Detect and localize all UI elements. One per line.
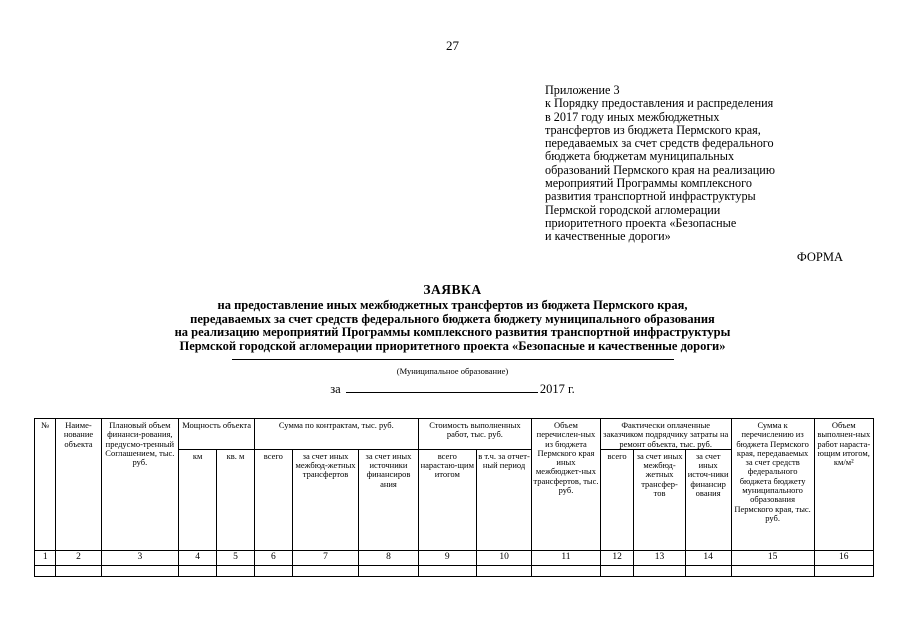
subheader-paid-other: за счет иных источ-ники финансир ования [685,449,731,550]
period-line [0,380,905,397]
appendix-line: трансфертов из бюджета Пермского края, [545,122,761,137]
subheader-work-total: всего нарастаю-щим итогом [418,449,476,550]
column-number: 12 [600,550,634,565]
title-line: на реализацию мероприятий Программы комплексного развития транспортной инфраструктуры [174,325,731,339]
subheader-km: км [179,449,217,550]
document-title [0,282,905,353]
period-suffix: 2017 г. [539,382,575,396]
table-cell[interactable] [600,565,634,576]
column-number: 15 [731,550,814,565]
appendix-line: к Порядку предоставления и распределения [545,96,774,111]
period-blank[interactable] [346,380,538,393]
column-number: 14 [685,550,731,565]
table-cell[interactable] [254,565,292,576]
header-num: № [35,419,56,551]
subheader-contracts-total: всего [254,449,292,550]
table-cell[interactable] [56,565,101,576]
appendix-line: передаваемых за счет средств федерального [545,136,774,151]
column-number: 1 [35,550,56,565]
subheader-paid-transfers: за счет иных межбюд-жетных трансфер-тов [634,449,685,550]
table-cell[interactable] [292,565,359,576]
subheader-sqm: кв. м [217,449,255,550]
column-number: 11 [532,550,601,565]
table-cell[interactable] [35,565,56,576]
header-object-name: Наиме-нование объекта [56,419,101,551]
appendix-heading [545,84,865,244]
title-line: передаваемых за счет средств федерального бюджета бюджету муниципального образования [190,311,715,326]
appendix-line: Приложение 3 [545,83,620,97]
appendix-line: и качественные дороги» [545,229,671,244]
header-capacity: Мощность объекта [179,419,255,450]
appendix-line: образований Пермского края на реализацию [545,162,775,177]
header-contract-sum: Сумма по контрактам, тыс. руб. [254,419,418,450]
column-number: 5 [217,550,255,565]
application-table [34,418,874,577]
appendix-line: Пермской городской агломерации [545,202,721,217]
municipality-caption: (Муниципальное образование) [396,366,509,376]
column-number: 4 [179,550,217,565]
appendix-line: развития транспортной инфраструктуры [545,189,756,204]
subheader-work-period: в т.ч. за отчет-ный период [476,449,531,550]
table-cell[interactable] [359,565,418,576]
column-number: 2 [56,550,101,565]
appendix-line: приоритетного проекта «Безопасные [545,215,737,230]
column-number: 16 [814,550,873,565]
appendix-line: в 2017 году иных межбюджетных [545,109,720,124]
subheader-paid-total: всего [600,449,634,550]
title-line: Пермской городской агломерации приоритетного проекта «Безопасные и качественные дороги» [179,338,726,353]
column-number: 9 [418,550,476,565]
table-cell[interactable] [101,565,179,576]
column-number: 7 [292,550,359,565]
column-number: 10 [476,550,531,565]
table-row[interactable] [35,565,874,576]
period-prefix: за [330,382,341,396]
table-cell[interactable] [685,565,731,576]
title-main: ЗАЯВКА [423,282,482,297]
column-number: 13 [634,550,685,565]
page-number: 27 [446,38,459,53]
appendix-line: бюджета бюджетам муниципальных [545,149,735,164]
title-line: на предоставление иных межбюджетных трансфертов из бюджета Пермского края, [217,298,688,312]
column-number: 6 [254,550,292,565]
header-work-volume: Объем выполнен-ных работ нараста-ющим итогом, км/м² [814,419,873,551]
form-label: ФОРМА [796,250,843,264]
column-number: 8 [359,550,418,565]
header-amount-to-transfer: Сумма к перечислению из бюджета Пермского края, передаваемых за счет средств федерального бюджета бюджету муниципального образования Пермского края, тыс. руб. [731,419,814,551]
table-cell[interactable] [814,565,873,576]
header-transferred: Объем перечислен-ных из бюджета Пермского края иных межбюджет-ных трансфертов, тыс. руб. [532,419,601,551]
header-work-cost: Стоимость выполненных работ, тыс. руб. [418,419,532,450]
appendix-line: мероприятий Программы комплексного [545,176,752,191]
municipality-fill-line[interactable] [232,359,674,360]
subheader-contracts-other: за счет иных источники финансиров ания [359,449,418,550]
column-number-row [35,550,874,565]
table-cell[interactable] [532,565,601,576]
column-number: 3 [101,550,179,565]
table-cell[interactable] [179,565,217,576]
table-cell[interactable] [476,565,531,576]
table-cell[interactable] [634,565,685,576]
subheader-contracts-transfers: за счет иных межбюд-жетных трансфертов [292,449,359,550]
table-cell[interactable] [418,565,476,576]
table-cell[interactable] [217,565,255,576]
header-paid-costs: Фактически оплаченные заказчиком подрядчику затраты на ремонт объекта, тыс. руб. [600,419,731,450]
header-planned-financing: Плановый объем финанси-рования, предусмо-тренный Соглашением, тыс. руб. [101,419,179,551]
table-cell[interactable] [731,565,814,576]
